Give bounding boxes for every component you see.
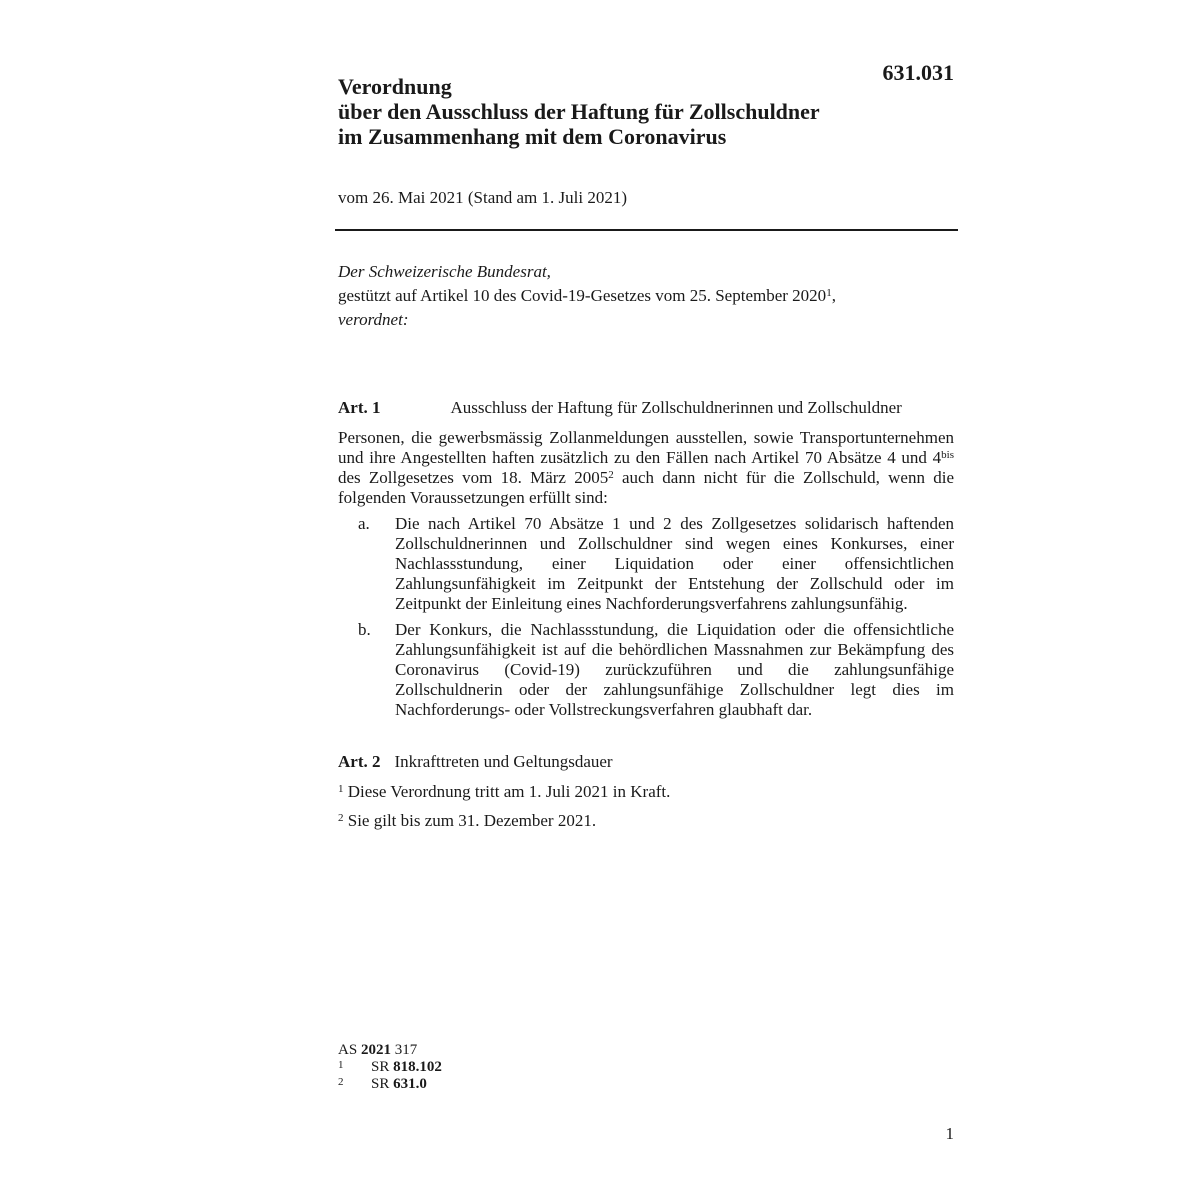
as-prefix: AS <box>338 1042 358 1058</box>
paragraph-text: Sie gilt bis zum 31. Dezember 2021. <box>347 811 597 830</box>
paragraph-number: 1 <box>338 783 344 795</box>
preamble-basis-end: , <box>831 286 836 305</box>
article-1-text-part1: Personen, die gewerbsmässig Zollanmeldungen ausstellen, sowie Transportunternehmen und ihre Angestellten haften zusätzlich zu den Fällen nach Artikel 70 Absätze 4 und 4 <box>338 428 954 467</box>
footnotes <box>338 1042 442 1093</box>
footnote-ref-link[interactable]: 818.102 <box>393 1059 442 1075</box>
footnote-2 <box>338 1076 442 1093</box>
as-reference <box>338 1042 442 1059</box>
footnote-text <box>371 1059 442 1076</box>
article-1-text-part2: des Zollgesetzes vom 18. März 2005 <box>338 468 609 487</box>
article-1-heading <box>338 398 954 420</box>
article-1-paragraph <box>338 428 954 508</box>
list-item <box>338 620 954 720</box>
footnote-prefix: SR <box>371 1059 390 1075</box>
paragraph-number: 2 <box>338 812 344 824</box>
preamble-enacts: verordnet: <box>338 310 409 329</box>
sr-number: 631.031 <box>882 60 954 85</box>
footnote-ref-link[interactable]: 631.0 <box>393 1076 427 1092</box>
title-line-3: im Zusammenhang mit dem Coronavirus <box>338 124 727 149</box>
document-title <box>338 74 898 149</box>
footnote-1 <box>338 1059 442 1076</box>
preamble-basis-text: gestützt auf Artikel 10 des Covid-19-Gesetzes vom 25. September 2020 <box>338 286 827 305</box>
article-1-title: Ausschluss der Haftung für Zollschuldnerinnen und Zollschuldner <box>450 398 902 417</box>
list-item-text: Die nach Artikel 70 Absätze 1 und 2 des Zollgesetzes solidarisch haftenden Zollschuldnerinnen und Zollschuldner sind wegen eines Konkurses, einer Nachlassstundung, einer Liquidation oder einer offensichtlichen Zahlungsunfähigkeit im Zeitpunkt der Entstehung der Zollschuld oder im Zeitpunkt der Einleitung eines Nachforderungsverfahrens zahlungsunfähig. <box>395 514 954 613</box>
article-1-number: Art. 1 <box>338 398 381 417</box>
list-item <box>338 514 954 614</box>
header-divider <box>335 229 958 231</box>
paragraph-text: Diese Verordnung tritt am 1. Juli 2021 in Kraft. <box>347 782 671 801</box>
footnote-ref-1[interactable]: 1 <box>826 287 832 299</box>
as-year: 2021 <box>360 1042 391 1058</box>
as-page: 317 <box>394 1042 418 1058</box>
footnote-mark: 1 <box>338 1059 344 1071</box>
article-1-list <box>338 514 954 720</box>
list-item-letter: a. <box>358 514 370 533</box>
preamble-basis <box>338 284 954 308</box>
article-2-title: Inkrafttreten und Geltungsdauer <box>394 752 613 771</box>
article-1 <box>338 398 954 720</box>
title-line-1: Verordnung <box>338 74 452 99</box>
footnote-text <box>371 1076 427 1093</box>
article-2-number: Art. 2 <box>338 752 381 771</box>
article-2-paragraph-2 <box>338 810 954 832</box>
footnote-prefix: SR <box>371 1076 390 1092</box>
article-2-paragraph-1 <box>338 781 954 803</box>
article-2-heading <box>338 752 954 774</box>
article-1-text-part3: auch dann nicht für die Zollschuld, wenn die folgenden Voraussetzungen erfüllt sind: <box>338 468 954 507</box>
list-item-text: Der Konkurs, die Nachlassstundung, die Liquidation oder die offensichtliche Zahlungsunfähigkeit ist auf die behördlichen Massnahmen zur Bekämpfung des Coronavirus (Covid-19) zurückzuführen und die zahlungsunfähige Zollschuldnerin oder der zahlungsunfähige Zollschuldner legt dies im Nachforderungs- oder Vollstreckungsverfahren glaubhaft dar. <box>395 620 954 719</box>
bis-superscript: bis <box>941 449 954 461</box>
footnote-ref-2[interactable]: 2 <box>608 469 614 481</box>
list-item-letter: b. <box>358 620 371 639</box>
page-number: 1 <box>945 1124 954 1143</box>
footnote-mark: 2 <box>338 1076 344 1088</box>
title-line-2: über den Ausschluss der Haftung für Zollschuldner <box>338 99 820 124</box>
date-line: vom 26. Mai 2021 (Stand am 1. Juli 2021) <box>338 188 627 207</box>
preamble-authority: Der Schweizerische Bundesrat, <box>338 262 551 281</box>
preamble <box>338 260 954 332</box>
article-2 <box>338 752 954 832</box>
